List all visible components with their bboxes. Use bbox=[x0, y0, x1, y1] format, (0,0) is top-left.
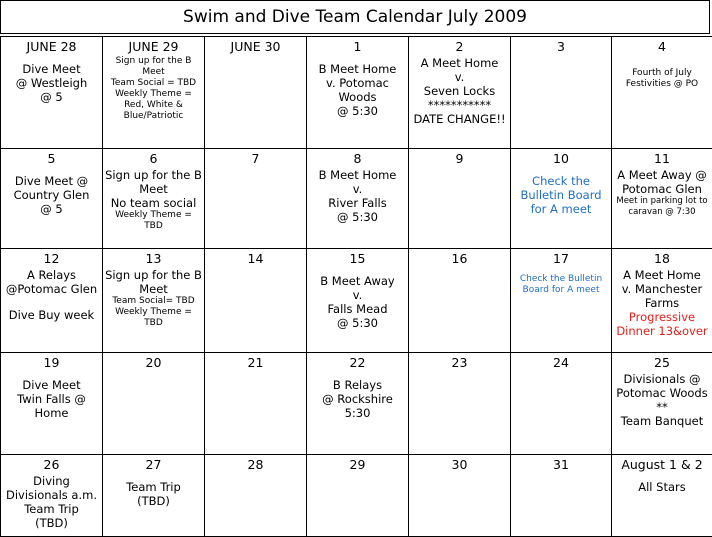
calendar-day-cell bbox=[205, 455, 307, 537]
calendar-week bbox=[1, 249, 712, 353]
event-text: (TBD) bbox=[105, 494, 202, 508]
event-text: @ 5 bbox=[3, 90, 100, 104]
event-text: B Meet Home bbox=[309, 62, 406, 76]
event-text: Sign up for the B Meet bbox=[105, 268, 202, 296]
event-text: Dive Meet bbox=[3, 378, 100, 392]
calendar-day-cell bbox=[409, 37, 511, 149]
event-text: River Falls bbox=[309, 196, 406, 210]
day-number: 17 bbox=[513, 251, 609, 266]
day-number: 1 bbox=[309, 39, 406, 54]
event-text: A Meet Away @ bbox=[614, 168, 710, 182]
calendar-day-cell bbox=[1, 249, 103, 353]
event-text: A Relays @Potomac Glen bbox=[3, 268, 100, 296]
calendar-day-cell bbox=[205, 149, 307, 249]
event-text: Check the Bulletin Board for A meet bbox=[513, 174, 609, 216]
event-text: @ Rockshire bbox=[309, 392, 406, 406]
event-text: Divisionals @ Potomac Woods bbox=[614, 372, 710, 400]
event-text: Dive Meet bbox=[3, 62, 100, 76]
day-number: 7 bbox=[207, 151, 304, 166]
day-number: 20 bbox=[105, 355, 202, 370]
event-text: Progressive Dinner 13&over bbox=[614, 310, 710, 338]
calendar-day-cell bbox=[307, 353, 409, 455]
event-text: A Meet Home bbox=[614, 268, 710, 282]
day-number: 9 bbox=[411, 151, 508, 166]
event-text: DATE CHANGE!! bbox=[411, 112, 508, 126]
calendar-day-cell bbox=[1, 149, 103, 249]
calendar-day-cell bbox=[409, 149, 511, 249]
event-text: A Meet Home bbox=[411, 56, 508, 70]
calendar-day-cell bbox=[612, 353, 712, 455]
calendar-title: Swim and Dive Team Calendar July 2009 bbox=[0, 0, 710, 34]
event-text: (TBD) bbox=[3, 516, 100, 530]
event-text: @ 5 bbox=[3, 202, 100, 216]
day-number: 12 bbox=[3, 251, 100, 266]
day-number: 13 bbox=[105, 251, 202, 266]
calendar-day-cell bbox=[307, 249, 409, 353]
event-text: Weekly Theme = Red, White & Blue/Patriotic bbox=[105, 89, 202, 122]
event-text: Team Trip bbox=[3, 502, 100, 516]
day-number: August 1 & 2 bbox=[614, 457, 710, 472]
calendar-day-cell bbox=[511, 249, 612, 353]
day-number: 24 bbox=[513, 355, 609, 370]
event-text: Diving Divisionals a.m. bbox=[3, 474, 100, 502]
day-number: 31 bbox=[513, 457, 609, 472]
day-number: 8 bbox=[309, 151, 406, 166]
event-text: Weekly Theme = TBD bbox=[105, 307, 202, 329]
calendar-day-cell bbox=[409, 455, 511, 537]
day-number: 4 bbox=[614, 39, 710, 54]
calendar-week bbox=[1, 455, 712, 537]
event-text: *********** bbox=[411, 98, 508, 112]
event-text: 5:30 bbox=[309, 406, 406, 420]
event-text: v. Manchester Farms bbox=[614, 282, 710, 310]
event-text: B Meet Away bbox=[309, 274, 406, 288]
calendar-day-cell bbox=[612, 37, 712, 149]
day-number: JUNE 30 bbox=[207, 39, 304, 54]
day-number: 18 bbox=[614, 251, 710, 266]
day-number: 14 bbox=[207, 251, 304, 266]
day-number: 5 bbox=[3, 151, 100, 166]
event-text: Team Trip bbox=[105, 480, 202, 494]
calendar-grid bbox=[0, 36, 712, 537]
day-number: 30 bbox=[411, 457, 508, 472]
day-number: 15 bbox=[309, 251, 406, 266]
event-text: All Stars bbox=[614, 480, 710, 494]
calendar-day-cell bbox=[409, 249, 511, 353]
calendar-day-cell bbox=[103, 37, 205, 149]
day-number: 6 bbox=[105, 151, 202, 166]
event-text: Team Banquet bbox=[614, 414, 710, 428]
calendar-day-cell bbox=[307, 149, 409, 249]
day-number: JUNE 29 bbox=[105, 39, 202, 54]
event-text: v. bbox=[309, 288, 406, 302]
calendar-day-cell bbox=[409, 353, 511, 455]
event-text: Potomac Glen bbox=[614, 182, 710, 196]
day-number: 28 bbox=[207, 457, 304, 472]
calendar-day-cell bbox=[103, 455, 205, 537]
day-number: 3 bbox=[513, 39, 609, 54]
calendar-day-cell bbox=[1, 37, 103, 149]
calendar-day-cell bbox=[103, 353, 205, 455]
calendar-day-cell bbox=[307, 37, 409, 149]
calendar-week bbox=[1, 37, 712, 149]
day-number: JUNE 28 bbox=[3, 39, 100, 54]
event-text: @ Westleigh bbox=[3, 76, 100, 90]
day-number: 21 bbox=[207, 355, 304, 370]
event-text: Weekly Theme = TBD bbox=[105, 210, 202, 232]
event-text: @ 5:30 bbox=[309, 316, 406, 330]
event-text: v. bbox=[309, 182, 406, 196]
calendar-day-cell bbox=[1, 353, 103, 455]
event-text: Falls Mead bbox=[309, 302, 406, 316]
calendar-week bbox=[1, 149, 712, 249]
calendar-day-cell bbox=[612, 149, 712, 249]
event-text: Dive Buy week bbox=[3, 308, 100, 322]
event-text: v. Potomac Woods bbox=[309, 76, 406, 104]
calendar-day-cell bbox=[511, 353, 612, 455]
day-number: 27 bbox=[105, 457, 202, 472]
calendar-week bbox=[1, 353, 712, 455]
event-text: @ 5:30 bbox=[309, 104, 406, 118]
event-text: v. bbox=[411, 70, 508, 84]
day-number: 25 bbox=[614, 355, 710, 370]
event-text: @ 5:30 bbox=[309, 210, 406, 224]
event-text: B Meet Home bbox=[309, 168, 406, 182]
calendar-day-cell bbox=[205, 353, 307, 455]
calendar-day-cell bbox=[1, 455, 103, 537]
day-number: 11 bbox=[614, 151, 710, 166]
day-number: 19 bbox=[3, 355, 100, 370]
day-number: 10 bbox=[513, 151, 609, 166]
calendar-day-cell bbox=[511, 37, 612, 149]
calendar-day-cell bbox=[612, 249, 712, 353]
day-number: 2 bbox=[411, 39, 508, 54]
calendar-day-cell bbox=[205, 249, 307, 353]
event-text: Sign up for the B Meet bbox=[105, 168, 202, 196]
calendar-day-cell bbox=[612, 455, 712, 537]
event-text: Meet in parking lot to caravan @ 7:30 bbox=[614, 196, 710, 218]
day-number: 26 bbox=[3, 457, 100, 472]
calendar-day-cell bbox=[205, 37, 307, 149]
day-number: 16 bbox=[411, 251, 508, 266]
event-text: Sign up for the B Meet bbox=[105, 56, 202, 78]
calendar-day-cell bbox=[307, 455, 409, 537]
event-text: No team social bbox=[105, 196, 202, 210]
calendar-day-cell bbox=[511, 455, 612, 537]
event-text: Check the Bulletin Board for A meet bbox=[513, 274, 609, 296]
event-text: Team Social = TBD bbox=[105, 78, 202, 89]
event-text: Fourth of July Festivities @ PO bbox=[614, 68, 710, 90]
event-text: Twin Falls @ Home bbox=[3, 392, 100, 420]
day-number: 23 bbox=[411, 355, 508, 370]
calendar-day-cell bbox=[511, 149, 612, 249]
day-number: 22 bbox=[309, 355, 406, 370]
event-text: B Relays bbox=[309, 378, 406, 392]
calendar-day-cell bbox=[103, 149, 205, 249]
day-number: 29 bbox=[309, 457, 406, 472]
event-text: Dive Meet @ Country Glen bbox=[3, 174, 100, 202]
event-text: Seven Locks bbox=[411, 84, 508, 98]
event-text: ** bbox=[614, 400, 710, 414]
event-text: Team Social= TBD bbox=[105, 296, 202, 307]
calendar-day-cell bbox=[103, 249, 205, 353]
